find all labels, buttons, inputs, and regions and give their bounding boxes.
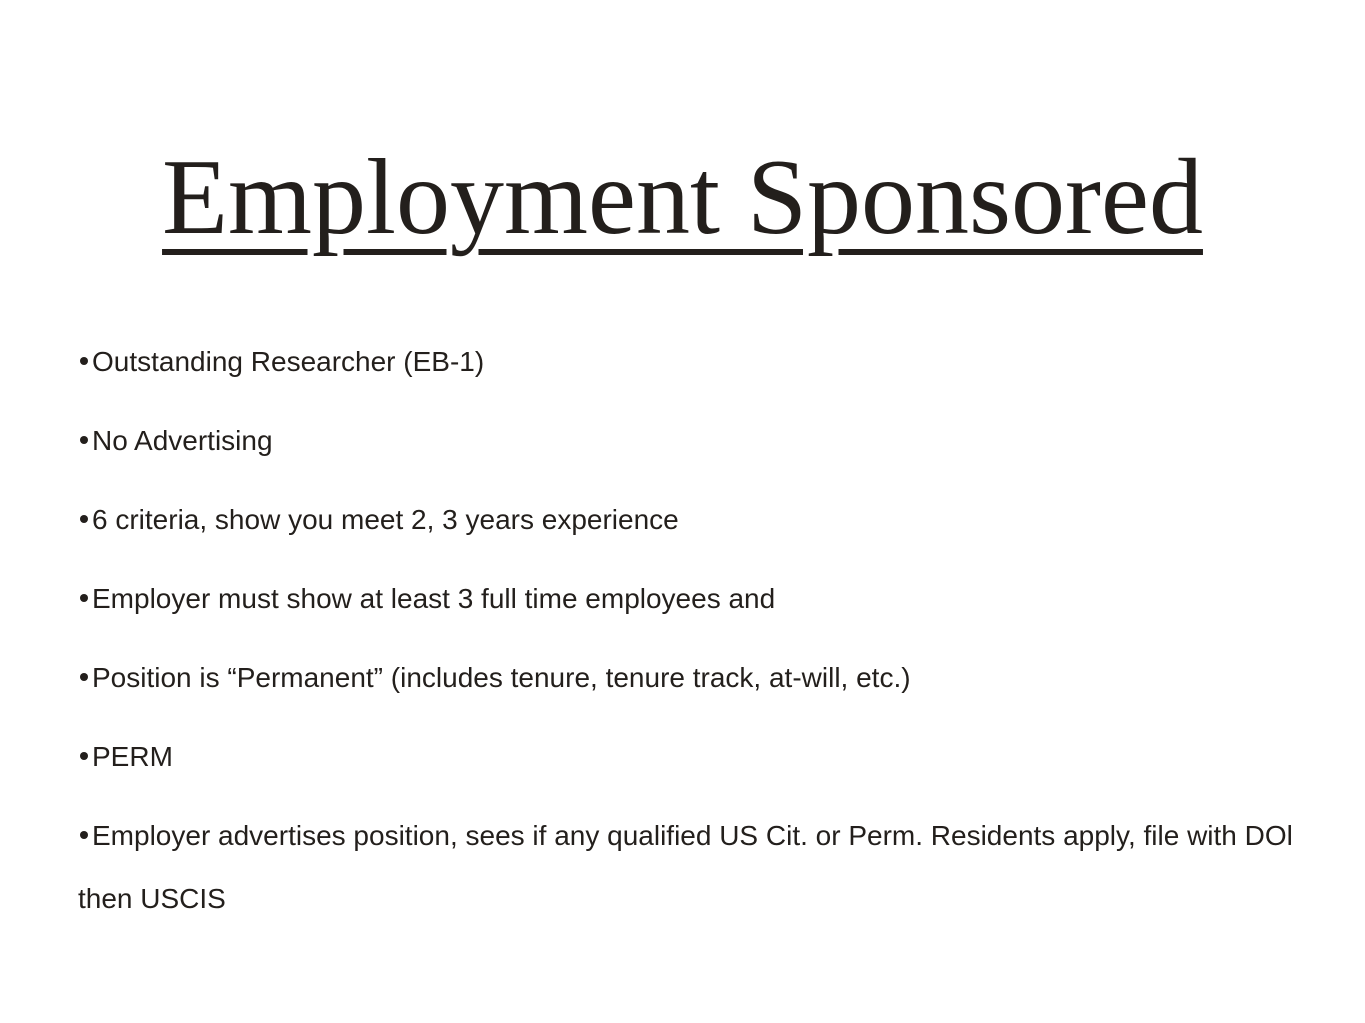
bullet-text: PERM bbox=[92, 741, 173, 772]
bullet-icon bbox=[80, 594, 88, 602]
bullet-icon bbox=[80, 752, 88, 760]
bullet-text: Employer advertises position, sees if any qualified US Cit. or Perm. Residents apply, file with DOl then USCIS bbox=[78, 820, 1293, 914]
bullet-icon bbox=[80, 831, 88, 839]
bullet-item bbox=[78, 340, 1328, 419]
bullet-icon bbox=[80, 673, 88, 681]
bullet-icon bbox=[80, 436, 88, 444]
bullet-item bbox=[78, 419, 1328, 498]
bullet-list bbox=[78, 340, 1328, 930]
bullet-text: Position is “Permanent” (includes tenure, tenure track, at-will, etc.) bbox=[92, 662, 911, 693]
slide-title bbox=[0, 138, 1365, 258]
bullet-text: 6 criteria, show you meet 2, 3 years experience bbox=[92, 504, 679, 535]
bullet-item bbox=[78, 804, 1328, 930]
slide-title-text: Employment Sponsored bbox=[162, 138, 1203, 257]
bullet-text: No Advertising bbox=[92, 425, 273, 456]
bullet-item bbox=[78, 735, 1328, 814]
bullet-text: Employer must show at least 3 full time employees and bbox=[92, 583, 776, 614]
bullet-item bbox=[78, 577, 1328, 656]
bullet-item bbox=[78, 656, 1328, 735]
bullet-icon bbox=[80, 357, 88, 365]
bullet-icon bbox=[80, 515, 88, 523]
bullet-text: Outstanding Researcher (EB-1) bbox=[92, 346, 485, 377]
bullet-item bbox=[78, 498, 1328, 577]
